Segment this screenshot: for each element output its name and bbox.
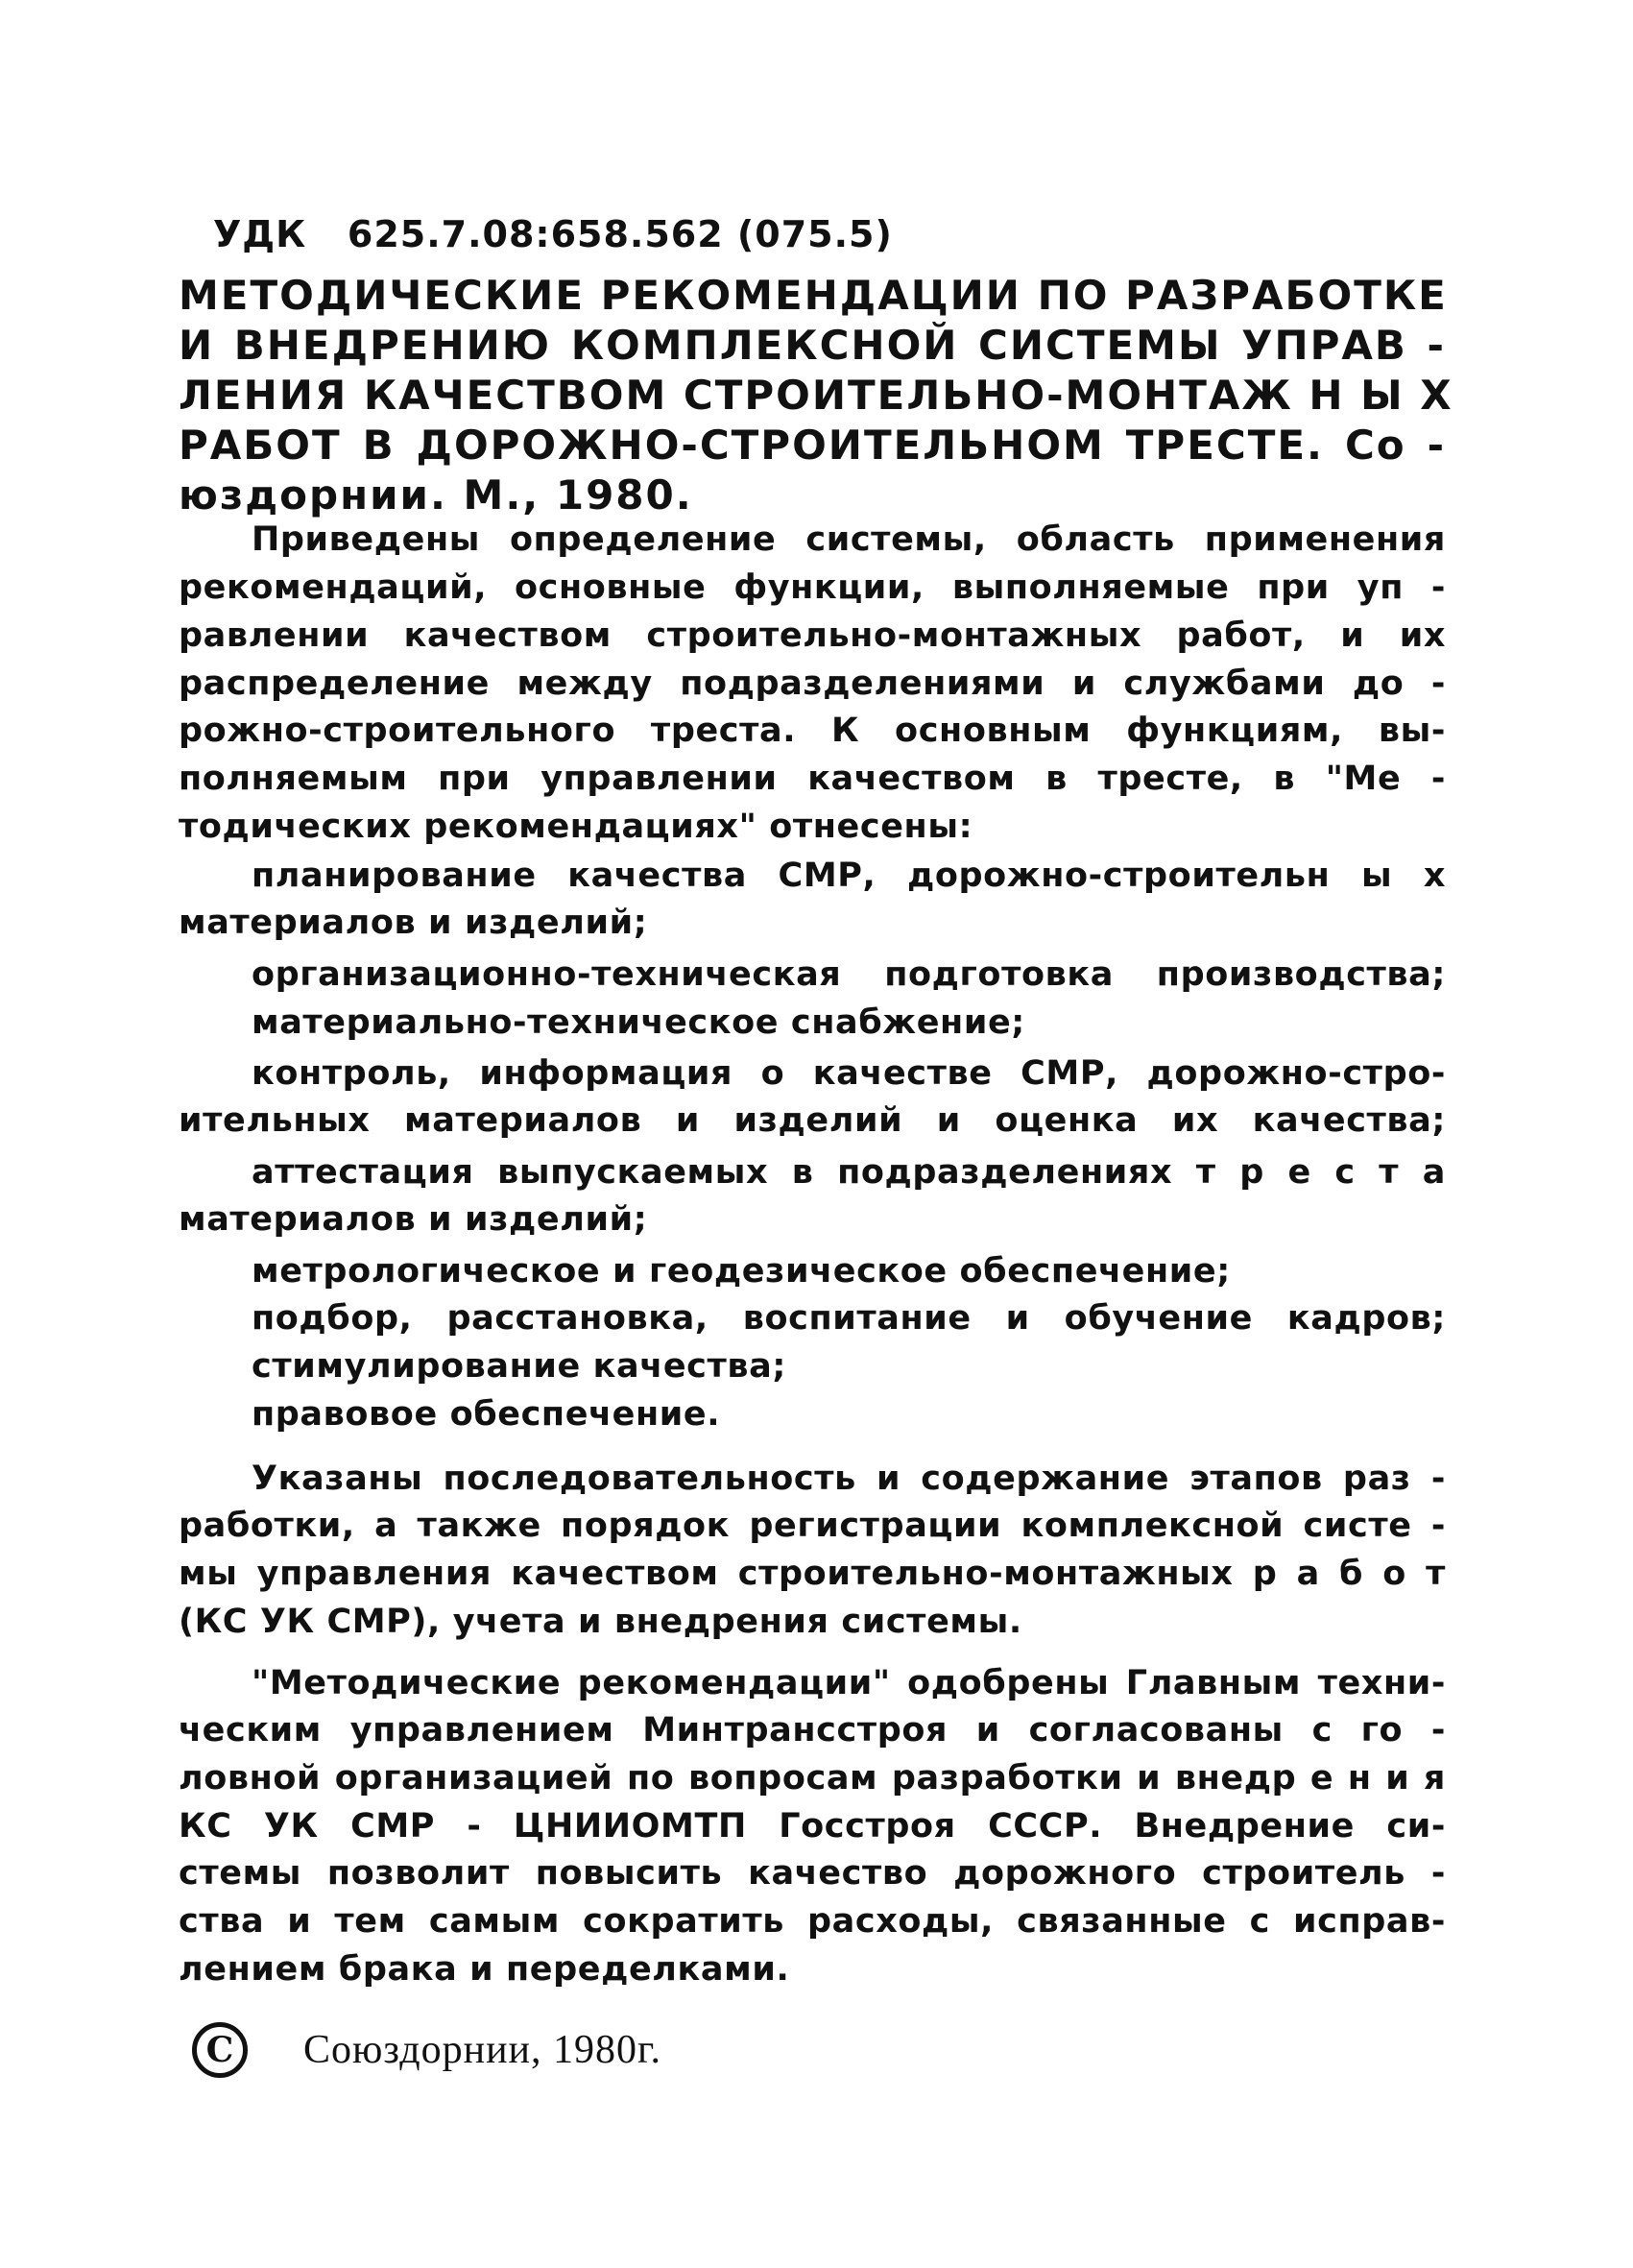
body-line: ства и тем самым сократить расходы, связанные с исправ- — [179, 1902, 1446, 1941]
copyright-text: Союздорнии, 1980г. — [303, 2028, 662, 2072]
udk-code: УДК 625.7.08:658.562 (075.5) — [213, 213, 893, 255]
list-item: метрологическое и геодезическое обеспечение; — [252, 1252, 1231, 1291]
list-item: материально-техническое снабжение; — [252, 1003, 1025, 1042]
body-line: КС УК СМР - ЦНИИОМТП Госстроя СССР. Внедрение си- — [179, 1807, 1446, 1846]
body-line: Приведены определение системы, область применения — [252, 520, 1446, 559]
body-line: рекомендаций, основные функции, выполняемые при уп - — [179, 568, 1446, 607]
body-line: рожно-строительного треста. К основным функциям, вы- — [179, 712, 1446, 750]
title-line: РАБОТ В ДОРОЖНО-СТРОИТЕЛЬНОМ ТРЕСТЕ. Со - — [179, 422, 1446, 469]
title-line: ЛЕНИЯ КАЧЕСТВОМ СТРОИТЕЛЬНО-МОНТАЖ Н Ы Х — [179, 372, 1453, 419]
body-line: распределение между подразделениями и службами до - — [179, 664, 1446, 703]
list-item: организационно-техническая подготовка производства; — [252, 955, 1446, 994]
body-line: ческим управлением Минтрансстроя и согласованы с го - — [179, 1711, 1446, 1749]
list-item: правовое обеспечение. — [252, 1395, 721, 1434]
body-line: лением брака и переделками. — [179, 1950, 790, 1989]
list-item: стимулирование качества; — [252, 1347, 786, 1386]
body-line: (КС УК СМР), учета и внедрения системы. — [179, 1603, 1022, 1641]
body-line: равлении качеством строительно-монтажных работ, и их — [179, 616, 1446, 655]
body-line: тодических рекомендациях" отнесены: — [179, 808, 973, 846]
body-line: полняемым при управлении качеством в тресте, в "Ме - — [179, 760, 1446, 798]
body-line: работки, а также порядок регистрации комплексной систе - — [179, 1507, 1446, 1545]
body-line: стемы позволит повысить качество дорожного строитель - — [179, 1854, 1446, 1893]
title-line: юздорнии. М., 1980. — [179, 471, 693, 519]
list-item: контроль, информация о качестве СМР, дорожно-стро- — [252, 1054, 1446, 1093]
list-item: аттестация выпускаемых в подразделениях т р е с т а — [252, 1153, 1446, 1192]
copyright-icon: C — [192, 2022, 248, 2078]
list-item-continuation: ительных материалов и изделий и оценка их качества; — [179, 1101, 1446, 1140]
copyright-notice — [192, 2016, 661, 2084]
list-item-continuation: материалов и изделий; — [179, 904, 648, 942]
title-line: И ВНЕДРЕНИЮ КОМПЛЕКСНОЙ СИСТЕМЫ УПРАВ - — [179, 322, 1446, 369]
title-line: МЕТОДИЧЕСКИЕ РЕКОМЕНДАЦИИ ПО РАЗРАБОТКЕ — [179, 272, 1448, 319]
body-line: "Методические рекомендации" одобрены Главным техни- — [252, 1664, 1446, 1702]
body-line: ловной организацией по вопросам разработки и внедр е н и я — [179, 1759, 1446, 1798]
list-item-continuation: материалов и изделий; — [179, 1200, 648, 1239]
body-line: мы управления качеством строительно-монтажных р а б о т — [179, 1555, 1446, 1593]
list-item: планирование качества СМР, дорожно-строительн ы х — [252, 857, 1446, 895]
document-title — [179, 271, 1453, 520]
list-item: подбор, расстановка, воспитание и обучение кадров; — [252, 1299, 1446, 1338]
body-line: Указаны последовательность и содержание этапов раз - — [252, 1460, 1446, 1498]
